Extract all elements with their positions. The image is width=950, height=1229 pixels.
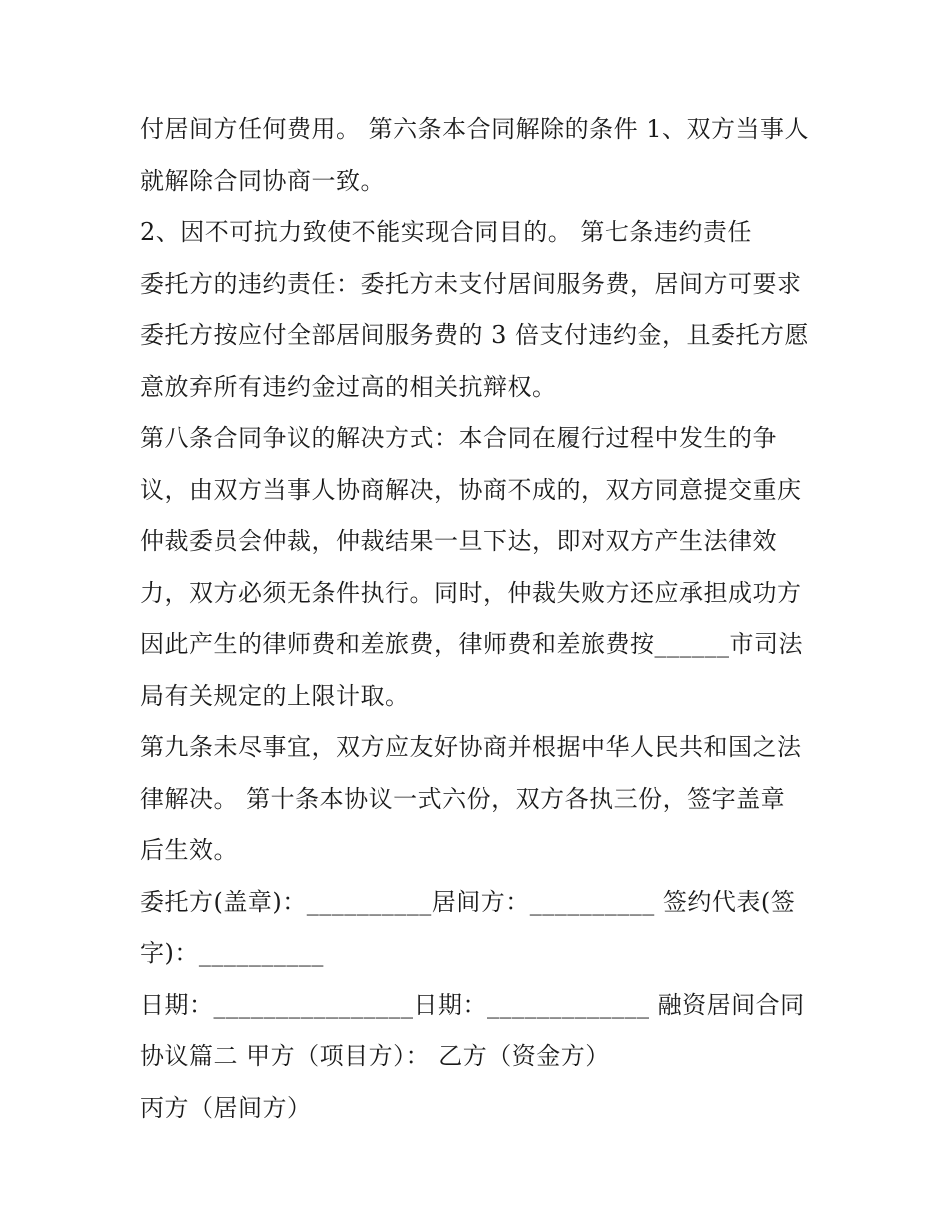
text-line: 丙方（居间方）	[140, 1093, 312, 1122]
text-line: 委托方按应付全部居间服务费的 3 倍支付违约金，且委托方愿	[140, 321, 810, 349]
text-line: 律解决。 第十条本协议一式六份，双方各执三份，签字盖章	[140, 784, 786, 813]
text-line: 就解除合同协商一致。	[140, 166, 385, 195]
text-line: 力，双方必须无条件执行。同时，仲裁失败方还应承担成功方	[140, 578, 802, 607]
signature-line: 字)：__________	[140, 939, 324, 967]
text-line: 仲裁委员会仲裁，仲裁结果一旦下达，即对双方产生法律效	[140, 527, 777, 555]
text-line: 后生效。	[140, 836, 238, 864]
text-line: 2、因不可抗力致使不能实现合同目的。 第七条违约责任	[140, 218, 752, 246]
text-line: 第八条合同争议的解决方式：本合同在履行过程中发生的争	[140, 424, 777, 452]
contract-text-body	[140, 104, 820, 1134]
text-line: 因此产生的律师费和差旅费，律师费和差旅费按______市司法	[140, 630, 803, 658]
text-line: 议，由双方当事人协商解决，协商不成的，双方同意提交重庆	[140, 475, 802, 504]
date-line: 日期：________________日期：_____________ 融资居间合同	[140, 990, 805, 1019]
text-line: 委托方的违约责任：委托方未支付居间服务费，居间方可要求	[140, 269, 802, 298]
signature-line: 委托方(盖章)：__________居间方：__________ 签约代表(签	[140, 887, 796, 916]
text-line: 付居间方任何费用。 第六条本合同解除的条件 1、双方当事人	[140, 115, 810, 143]
text-line: 意放弃所有违约金过高的相关抗辩权。	[140, 372, 557, 401]
text-line: 局有关规定的上限计取。	[140, 681, 410, 710]
text-line: 协议篇二 甲方（项目方）： 乙方（资金方）	[140, 1042, 610, 1070]
text-line: 第九条未尽事宜，双方应友好协商并根据中华人民共和国之法	[140, 733, 802, 761]
